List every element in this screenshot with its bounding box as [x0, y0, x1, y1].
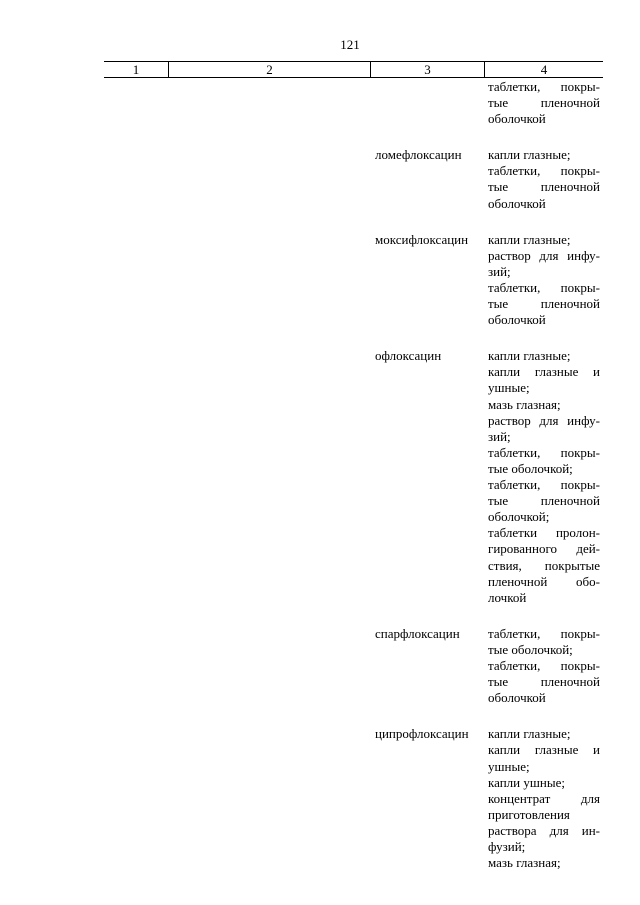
dosage-forms [488, 348, 600, 606]
dosage-form-line: таблетки, покры- [488, 279, 600, 295]
page-number: 121 [340, 37, 360, 52]
dosage-form-line: лочкой [488, 589, 527, 605]
dosage-form-line: таблетки пролон- [488, 525, 600, 541]
dosage-form-line: концентрат для [488, 790, 600, 806]
dosage-form-line: раствора для ин- [488, 822, 600, 838]
dosage-form-line: таблетки, покры- [488, 79, 600, 94]
dosage-form-line: капли глазные; [488, 231, 571, 247]
dosage-form-line: гированного дей- [488, 541, 600, 557]
dosage-form-line: капли ушные; [488, 774, 565, 790]
dosage-forms [488, 79, 600, 127]
dosage-forms [488, 626, 600, 706]
dosage-form-line: капли глазные и [488, 364, 600, 380]
dosage-form-line: тые пленочной [488, 296, 600, 312]
dosage-form-line: капли глазные; [488, 147, 571, 163]
dosage-form-line: оболочкой [488, 111, 546, 127]
drug-name: офлоксацин [375, 348, 442, 364]
dosage-form-line: мазь глазная; [488, 396, 561, 412]
dosage-form-line: фузий; [488, 839, 526, 855]
dosage-form-line: таблетки, покры- [488, 477, 600, 493]
header-cell-4: 4 [484, 62, 603, 77]
dosage-form-line: тые пленочной [488, 493, 600, 509]
dosage-form-line: ствия, покрытые [488, 557, 600, 573]
header-cell-2: 2 [168, 62, 370, 77]
dosage-forms [488, 726, 600, 871]
dosage-form-line: капли глазные; [488, 348, 571, 364]
dosage-form-line: зий; [488, 428, 511, 444]
dosage-form-line: раствор для инфу- [488, 412, 600, 428]
header-cell-1: 1 [132, 62, 140, 77]
dosage-form-line: оболочкой [488, 195, 546, 211]
dosage-form-line: оболочкой; [488, 509, 550, 525]
drug-name: ломефлоксацин [375, 147, 462, 163]
dosage-form-line: мазь глазная; [488, 855, 561, 871]
dosage-form-line: приготовления [488, 806, 570, 822]
dosage-form-line: таблетки, покры- [488, 625, 600, 641]
dosage-form-line: зий; [488, 263, 511, 279]
table-header-row [104, 61, 603, 78]
dosage-form-line: ушные; [488, 758, 530, 774]
dosage-forms [488, 232, 600, 329]
dosage-form-line: тые пленочной [488, 674, 600, 690]
dosage-form-line: капли глазные; [488, 726, 571, 742]
drug-name: спарфлоксацин [375, 625, 460, 641]
dosage-form-line: тые пленочной [488, 179, 600, 195]
dosage-forms [488, 147, 600, 211]
dosage-form-line: тые оболочкой; [488, 460, 573, 476]
dosage-form-line: оболочкой [488, 312, 546, 328]
drug-name: моксифлоксацин [375, 231, 469, 247]
dosage-form-line: тые пленочной [488, 95, 600, 111]
dosage-form-line: пленочной обо- [488, 573, 600, 589]
dosage-form-line: оболочкой [488, 690, 546, 706]
header-cell-3: 3 [370, 62, 484, 77]
drug-name: ципрофлоксацин [375, 726, 469, 742]
dosage-form-line: капли глазные и [488, 742, 600, 758]
dosage-form-line: таблетки, покры- [488, 163, 600, 179]
dosage-form-line: ушные; [488, 380, 530, 396]
dosage-form-line: таблетки, покры- [488, 444, 600, 460]
dosage-form-line: тые оболочкой; [488, 641, 573, 657]
dosage-form-line: раствор для инфу- [488, 247, 600, 263]
dosage-form-line: таблетки, покры- [488, 658, 600, 674]
